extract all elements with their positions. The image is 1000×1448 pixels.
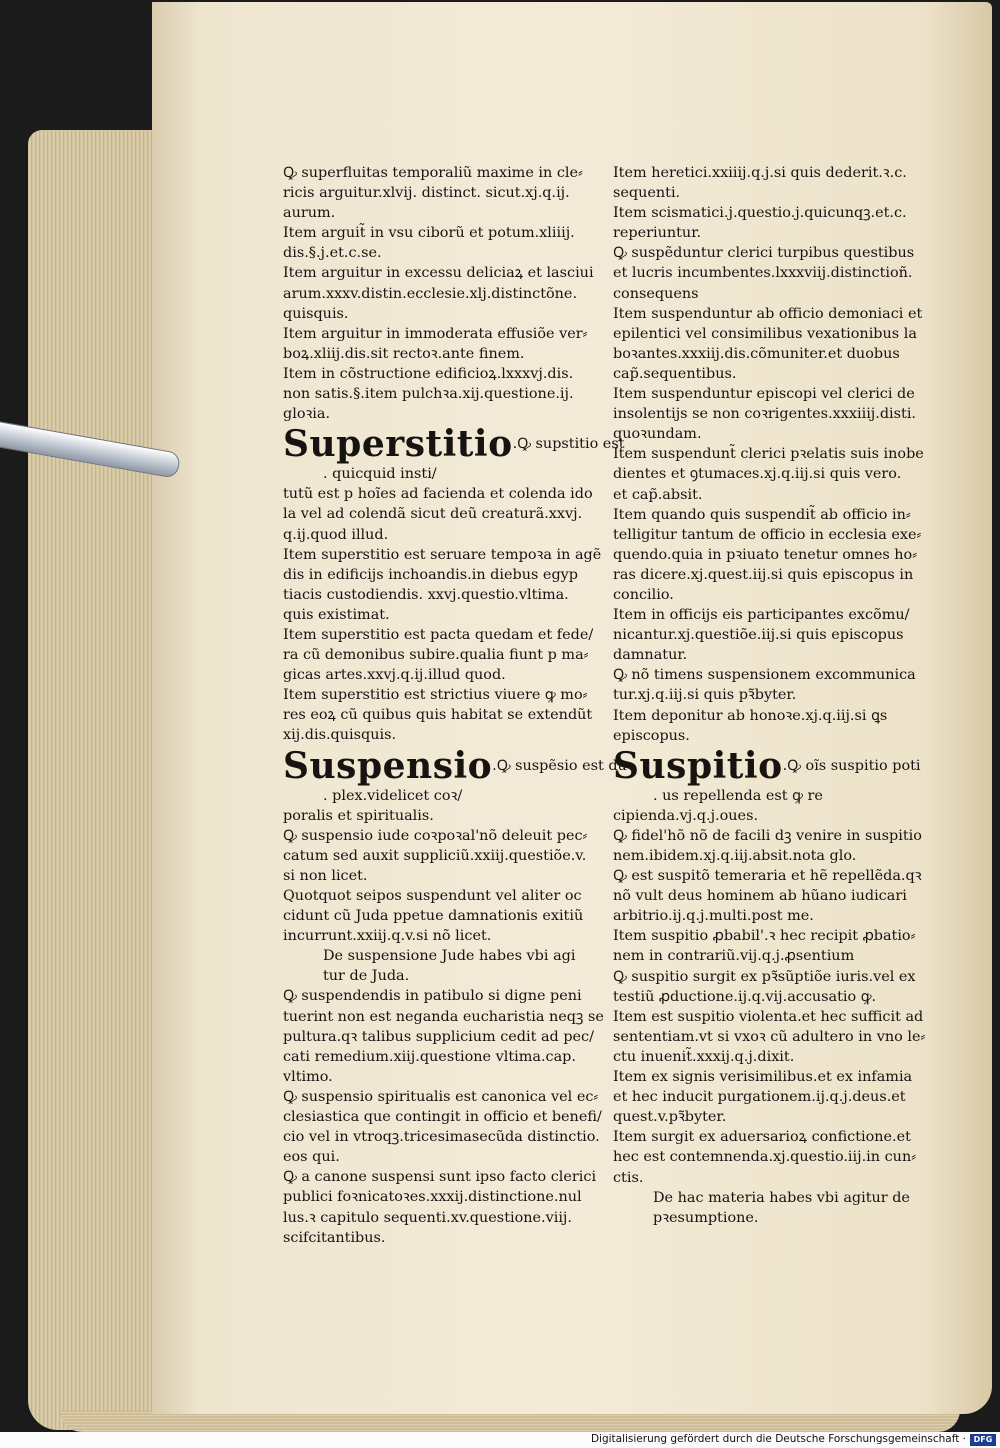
text-line: et cap̃.absit. (613, 486, 703, 503)
text-line: Ꝙ est suspitõ temeraria et hẽ repellẽda.qꝛ (613, 868, 922, 885)
text-line: ricis arguitur.xlvij. distinct. sicut.xj.q.ij. (283, 185, 570, 202)
text-line: nem in contrariũ.vij.q.j.ꝓsentium (613, 948, 855, 965)
text-line: aurum. (283, 205, 336, 222)
footer-credit-text: Digitalisierung gefördert durch die Deutsche Forschungsgemeinschaft · (590, 1433, 966, 1445)
text-line: tur de Juda. (323, 968, 410, 985)
text-line: boꝝ.xliij.dis.sit rectoꝛ.ante finem. (283, 345, 525, 362)
text-line: gloꝛia. (283, 406, 331, 423)
text-line: Item heretici.xxiiij.q.j.si quis dederit.ꝛ.c. (613, 165, 907, 181)
text-line: Item suspenduntur episcopi vel clerici de (613, 386, 915, 403)
text-line: sententiam.vt si vxoꝛ cũ adultero in vno le⸗ (613, 1028, 926, 1045)
text-line: Ꝙ suspitio surgit ex pꝛ̃sũptiõe iuris.vel ex (613, 968, 916, 985)
page-fore-edge (28, 130, 163, 1430)
text-line: quendo.quia in pꝛiuato tenetur omnes ho⸗ (613, 546, 918, 563)
text-line: De hac materia habes vbi agitur de (653, 1189, 910, 1206)
text-line: res eoꝝ cũ quibus quis habitat se extendũt (283, 707, 593, 724)
text-line: quis existimat. (283, 606, 390, 623)
text-line: cio vel in vtroqꝫ.tricesimasecũda distinctio. (283, 1129, 600, 1146)
text-line: Item arguit̃ in vsu ciborũ et potum.xliiij. (283, 225, 575, 242)
text-line: tutũ est p hoĩes ad facienda et colenda ido (283, 486, 593, 503)
text-line: episcopus. (613, 727, 690, 744)
entry-heading-text: .Ꝙ suspẽsio est du (492, 757, 627, 774)
text-line: Item arguitur in immoderata effusiõe ver⸗ (283, 325, 588, 342)
text-line: dis.§.j.et.c.se. (283, 245, 382, 262)
text-line: nem.ibidem.xj.q.iij.absit.nota glo. (613, 848, 857, 864)
text-line: Item surgit ex aduersarioꝝ confictione.et (613, 1129, 911, 1146)
entry-heading-word: Superstitio (283, 423, 513, 466)
text-line: clesiastica que contingit in officio et benefi/ (283, 1109, 602, 1126)
text-line: Item suspendunt̃ clerici pꝛelatis suis inobe (613, 446, 924, 463)
text-line: damnatur. (613, 647, 688, 664)
text-line: tiacis custodiendis. xxvj.questio.vltima. (283, 586, 569, 603)
text-line: Item superstitio est strictius viuere ꝙ mo⸗ (283, 687, 588, 704)
text-line: Item in cõstructione edificioꝝ.lxxxvj.dis. (283, 365, 574, 382)
text-line: vltimo. (283, 1068, 333, 1085)
entry-heading-word: Suspitio (613, 744, 783, 787)
text-line: nicantur.xj.questiõe.iij.si quis episcopus (613, 627, 904, 644)
text-line: Ꝙ suspensio iude coꝛpoꝛal'nõ deleuit pec⸗ (283, 827, 588, 844)
text-line: cidunt cũ Juda ppetue damnationis exitiũ (283, 908, 584, 925)
text-line: hec est contemnenda.xj.questio.iij.in cun⸗ (613, 1149, 917, 1166)
entry-heading-word: Suspensio (283, 744, 493, 787)
text-line: eos qui. (283, 1149, 340, 1166)
entry-heading-text: .Ꝙ oĩs suspitio poti (782, 757, 921, 774)
text-line: lus.ꝛ capitulo sequenti.xv.questione.viij. (283, 1209, 572, 1226)
text-line: cati remedium.xiij.questione vltima.cap. (283, 1048, 576, 1065)
text-line: tur.xj.q.iij.si quis pꝛ̃byter. (613, 687, 797, 704)
text-line: dis in edificijs inchoandis.in diebus egyp (283, 566, 579, 583)
text-line: De suspensione Jude habes vbi agi (323, 948, 576, 965)
text-line: ctu inuenit̃.xxxij.q.j.dixit. (613, 1048, 795, 1065)
text-line: Quotquot seipos suspendunt vel aliter oc (283, 888, 582, 904)
text-line: quoꝛundam. (613, 426, 702, 443)
text-line: non satis.§.item pulchꝛa.xij.questione.ij. (283, 386, 574, 403)
text-line: telligitur tantum de officio in ecclesia exe⸗ (613, 526, 922, 543)
text-line: gicas artes.xxvj.q.ij.illud quod. (283, 667, 506, 684)
text-line: Ꝙ nõ timens suspensionem excommunica (613, 667, 916, 684)
entry-heading (613, 744, 921, 787)
text-line: Ꝙ superfluitas temporaliũ maxime in cle⸗ (283, 165, 583, 181)
text-line: si non licet. (283, 867, 368, 884)
text-line: Ꝙ a canone suspensi sunt ipso facto clerici (283, 1169, 597, 1186)
dfg-logo: DFG (970, 1434, 996, 1446)
text-line: Item deponitur ab honoꝛe.xj.q.iij.si ꝗs (613, 707, 888, 724)
text-line: quisquis. (283, 305, 349, 322)
text-line: et hec inducit purgationem.ij.q.j.deus.et (613, 1089, 906, 1106)
entry-heading-text: .Ꝙ supstitio est (512, 436, 625, 453)
text-line: testiũ ꝓductione.ij.q.vij.accusatio ꝙ. (613, 988, 877, 1005)
text-line: publici foꝛnicatoꝛes.xxxij.distinctione.nul (283, 1189, 582, 1206)
text-line: scifcitantibus. (283, 1229, 386, 1246)
text-line: cap̃.sequentibus. (613, 365, 737, 382)
text-line: reperiuntur. (613, 225, 702, 242)
text-line: consequens (613, 285, 699, 302)
text-line: arbitrio.ij.q.j.multi.post me. (613, 908, 814, 925)
text-column-left (283, 163, 627, 1248)
text-line: . quicquid insti/ (323, 466, 437, 483)
text-line: concilio. (613, 586, 674, 603)
text-line: tuerint non est neganda eucharistia neqꝫ se (283, 1008, 604, 1025)
text-line: nõ vult deus hominem ab hũano iudicari (613, 888, 907, 905)
text-line: Item in officijs eis participantes excõmu/ (613, 607, 910, 624)
text-line: Ꝙ suspẽduntur clerici turpibus questibus (613, 245, 915, 262)
text-line: q.ij.quod illud. (283, 526, 389, 543)
text-line: xij.dis.quisquis. (283, 727, 397, 744)
text-line: ctis. (613, 1169, 644, 1186)
text-line: et lucris incumbentes.lxxxviij.distinctioñ. (613, 265, 913, 282)
text-line: Ꝙ fidel'hõ nõ de facili dꝫ venire in suspitio (613, 827, 922, 844)
text-line: dientes et ꝯtumaces.xj.q.iij.si quis vero. (613, 466, 902, 483)
text-line: Ꝙ suspendendis in patibulo si digne peni (283, 988, 582, 1005)
text-line: arum.xxxv.distin.ecclesie.xlj.distinctõne. (283, 285, 578, 302)
text-line: Item ex signis verisimilibus.et ex infamia (613, 1069, 913, 1086)
text-line: ras dicere.xj.quest.iij.si quis episcopus in (613, 566, 914, 583)
text-line: catum sed auxit suppliciũ.xxiij.questiõe.v. (283, 847, 587, 864)
text-column-right (613, 163, 926, 1228)
text-line: Item est suspitio violenta.et hec sufficit ad (613, 1008, 924, 1025)
text-line: ra cũ demonibus subire.qualia fiunt p ma⸗ (283, 647, 589, 664)
text-line: Item suspenduntur ab officio demoniaci et (613, 305, 923, 322)
text-line: Item superstitio est pacta quedam et fede/ (283, 626, 594, 643)
text-line: boꝛantes.xxxiij.dis.cõmuniter.et duobus (613, 345, 900, 362)
text-line: incurrunt.xxiij.q.v.si nõ licet. (283, 928, 492, 945)
text-line: . us repellenda est ꝙ re (653, 787, 823, 804)
text-line: epilentici vel consimilibus vexationibus la (613, 325, 917, 342)
text-line: insolentijs se non coꝛrigentes.xxxiiij.disti. (613, 406, 916, 423)
text-line: . plex.videlicet coꝛ/ (323, 787, 463, 804)
text-line: poralis et spiritualis. (283, 807, 434, 824)
text-line: Item scismatici.j.questio.j.quicunqꝫ.et.c. (613, 205, 907, 222)
text-line: la vel ad colendã sicut deũ creaturã.xxvj. (283, 506, 583, 523)
text-line: Item suspitio ꝓbabil'.ꝛ hec recipit ꝓbatio⸗ (613, 928, 916, 945)
text-line: pꝛesumptione. (653, 1209, 759, 1226)
entry-heading (283, 423, 625, 466)
text-line: quest.v.pꝛ̃byter. (613, 1109, 727, 1126)
text-line: sequenti. (613, 185, 681, 202)
entry-heading (283, 744, 627, 787)
text-line: Item quando quis suspendit̃ ab officio in⸗ (613, 506, 911, 523)
text-line: cipienda.vj.q.j.oues. (613, 807, 759, 824)
text-line: Item arguitur in excessu deliciaꝝ et lasciui (283, 265, 594, 282)
text-line: Item superstitio est seruare tempoꝛa in agẽ (283, 546, 602, 563)
text-line: Ꝙ suspensio spiritualis est canonica vel ec⸗ (283, 1088, 599, 1105)
text-line: pultura.qꝛ talibus supplicium cedit ad pec/ (283, 1028, 594, 1045)
